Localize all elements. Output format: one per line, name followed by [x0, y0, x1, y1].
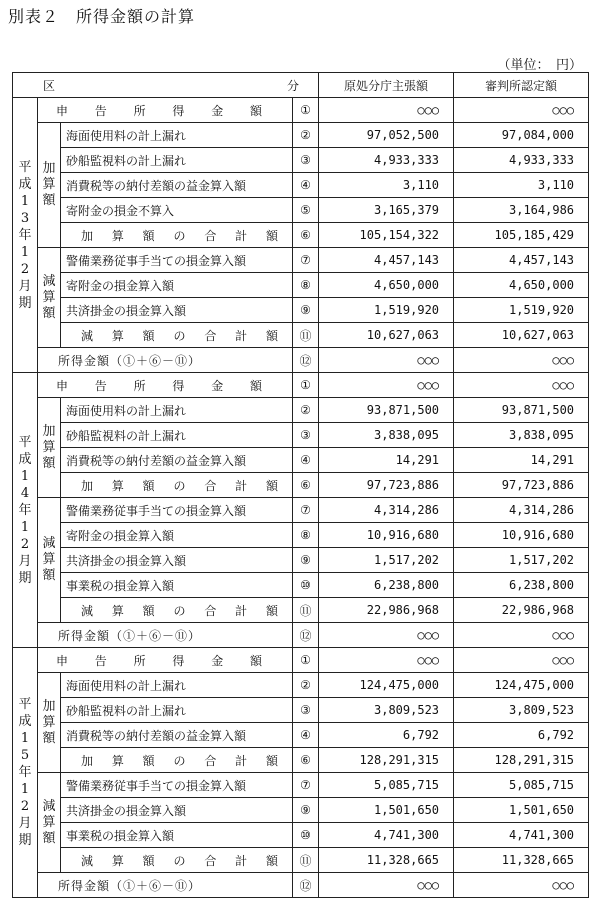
- decision-amount: ○○○: [454, 98, 589, 123]
- period-label: [13, 98, 38, 373]
- decision-amount: 124,475,000: [454, 673, 589, 698]
- period-label: [13, 648, 38, 898]
- period-label: [13, 373, 38, 648]
- decision-amount: 1,519,920: [454, 298, 589, 323]
- claim-amount: 11,328,665: [319, 848, 454, 873]
- claim-amount: 1,517,202: [319, 548, 454, 573]
- unit-label: （単位： 円）: [497, 58, 582, 73]
- decision-amount: 22,986,968: [454, 598, 589, 623]
- sub-group-label: 減 算 額: [38, 498, 61, 623]
- row-number: ③: [293, 698, 319, 723]
- decision-amount: 5,085,715: [454, 773, 589, 798]
- claim-amount: 22,986,968: [319, 598, 454, 623]
- item-label: 海面使用料の計上漏れ: [61, 398, 293, 423]
- add-total-label: 加算額の合計額: [61, 223, 293, 248]
- row-number: ①: [293, 648, 319, 673]
- decision-amount: 14,291: [454, 448, 589, 473]
- item-label: 共済掛金の損金算入額: [61, 548, 293, 573]
- claim-amount: 105,154,322: [319, 223, 454, 248]
- row-number: ②: [293, 673, 319, 698]
- item-label: 警備業務従事手当ての損金算入額: [61, 248, 293, 273]
- income-formula-label: 所得金額（①＋⑥－⑪）: [38, 348, 293, 373]
- period-label-text: 平 成 1 3 年 1 2 月 期: [18, 159, 32, 311]
- row-number: ⑦: [293, 248, 319, 273]
- table-row: [13, 773, 589, 798]
- row-number: ③: [293, 423, 319, 448]
- row-number: ⑫: [293, 348, 319, 373]
- claim-amount: ○○○: [319, 648, 454, 673]
- item-label: 砂船監視料の計上漏れ: [61, 423, 293, 448]
- row-number: ⑥: [293, 748, 319, 773]
- header-kubun-left: 区: [43, 78, 56, 93]
- item-label: 海面使用料の計上漏れ: [61, 673, 293, 698]
- item-label: 事業税の損金算入額: [61, 823, 293, 848]
- item-label: 消費税等の納付差額の益金算入額: [61, 448, 293, 473]
- decision-amount: 10,627,063: [454, 323, 589, 348]
- table-row: [13, 623, 589, 648]
- claim-amount: 4,650,000: [319, 273, 454, 298]
- row-number: ⑪: [293, 323, 319, 348]
- row-number: ④: [293, 173, 319, 198]
- decision-amount: 97,723,886: [454, 473, 589, 498]
- decision-amount: 4,933,333: [454, 148, 589, 173]
- decision-amount: 1,501,650: [454, 798, 589, 823]
- row-number: ⑨: [293, 298, 319, 323]
- claim-amount: 97,723,886: [319, 473, 454, 498]
- row-number: ⑥: [293, 473, 319, 498]
- item-label: 寄附金の損金不算入: [61, 198, 293, 223]
- header-decision: 審判所認定額: [454, 73, 589, 98]
- claim-amount: 10,627,063: [319, 323, 454, 348]
- item-label: 砂船監視料の計上漏れ: [61, 148, 293, 173]
- row-number: ⑩: [293, 573, 319, 598]
- claim-amount: 14,291: [319, 448, 454, 473]
- page-title: 別表２ 所得金額の計算: [8, 7, 196, 26]
- period-label-text: 平 成 1 5 年 1 2 月 期: [18, 697, 32, 848]
- claim-amount: 3,110: [319, 173, 454, 198]
- header-kubun: [13, 73, 319, 98]
- claim-amount: 97,052,500: [319, 123, 454, 148]
- decision-amount: 6,238,800: [454, 573, 589, 598]
- decision-amount: 4,650,000: [454, 273, 589, 298]
- sub-total-label: 減算額の合計額: [61, 848, 293, 873]
- decision-amount: ○○○: [454, 648, 589, 673]
- item-label: 警備業務従事手当ての損金算入額: [61, 498, 293, 523]
- table-row: [13, 548, 589, 573]
- declared-income-label: 申告所得金額: [38, 648, 293, 673]
- decision-amount: 4,741,300: [454, 823, 589, 848]
- claim-amount: ○○○: [319, 348, 454, 373]
- row-number: ①: [293, 98, 319, 123]
- header-claim: 原処分庁主張額: [319, 73, 454, 98]
- table-row: [13, 848, 589, 873]
- income-formula-label: 所得金額（①＋⑥－⑪）: [38, 623, 293, 648]
- row-number: ⑥: [293, 223, 319, 248]
- add-group-label: 加 算 額: [38, 673, 61, 773]
- table-row: [13, 748, 589, 773]
- sub-group-label: 減 算 額: [38, 248, 61, 348]
- row-number: ⑧: [293, 523, 319, 548]
- item-label: 共済掛金の損金算入額: [61, 298, 293, 323]
- table-row: [13, 123, 589, 148]
- table-row: [13, 448, 589, 473]
- decision-amount: 6,792: [454, 723, 589, 748]
- table-row: [13, 523, 589, 548]
- decision-amount: 11,328,665: [454, 848, 589, 873]
- table-row: [13, 823, 589, 848]
- claim-amount: 4,457,143: [319, 248, 454, 273]
- table-body: [13, 98, 589, 898]
- claim-amount: ○○○: [319, 623, 454, 648]
- decision-amount: 105,185,429: [454, 223, 589, 248]
- table-row: [13, 323, 589, 348]
- claim-amount: 93,871,500: [319, 398, 454, 423]
- claim-amount: 4,933,333: [319, 148, 454, 173]
- period-label-text: 平 成 1 4 年 1 2 月 期: [18, 434, 32, 586]
- decision-amount: 3,838,095: [454, 423, 589, 448]
- claim-amount: ○○○: [319, 873, 454, 898]
- row-number: ⑪: [293, 598, 319, 623]
- row-number: ③: [293, 148, 319, 173]
- table-row: [13, 573, 589, 598]
- row-number: ②: [293, 398, 319, 423]
- claim-amount: 1,501,650: [319, 798, 454, 823]
- row-number: ①: [293, 373, 319, 398]
- decision-amount: ○○○: [454, 623, 589, 648]
- item-label: 共済掛金の損金算入額: [61, 798, 293, 823]
- decision-amount: 4,314,286: [454, 498, 589, 523]
- sub-total-label: 減算額の合計額: [61, 598, 293, 623]
- row-number: ⑫: [293, 623, 319, 648]
- decision-amount: 3,110: [454, 173, 589, 198]
- table-row: [13, 798, 589, 823]
- table-row: [13, 173, 589, 198]
- row-number: ④: [293, 723, 319, 748]
- claim-amount: ○○○: [319, 373, 454, 398]
- table-row: [13, 398, 589, 423]
- decision-amount: 4,457,143: [454, 248, 589, 273]
- claim-amount: 4,741,300: [319, 823, 454, 848]
- table-row: [13, 148, 589, 173]
- declared-income-label: 申告所得金額: [38, 98, 293, 123]
- claim-amount: 3,809,523: [319, 698, 454, 723]
- claim-amount: 128,291,315: [319, 748, 454, 773]
- item-label: 寄附金の損金算入額: [61, 273, 293, 298]
- item-label: 消費税等の納付差額の益金算入額: [61, 173, 293, 198]
- table-row: [13, 198, 589, 223]
- item-label: 警備業務従事手当ての損金算入額: [61, 773, 293, 798]
- row-number: ⑨: [293, 798, 319, 823]
- table-row: [13, 723, 589, 748]
- table-row: [13, 223, 589, 248]
- add-group-label: 加 算 額: [38, 123, 61, 248]
- table-row: [13, 298, 589, 323]
- item-label: 砂船監視料の計上漏れ: [61, 698, 293, 723]
- declared-income-label: 申告所得金額: [38, 373, 293, 398]
- decision-amount: 3,809,523: [454, 698, 589, 723]
- add-total-label: 加算額の合計額: [61, 748, 293, 773]
- row-number: ②: [293, 123, 319, 148]
- income-calculation-table: [12, 72, 589, 898]
- decision-amount: 10,916,680: [454, 523, 589, 548]
- row-number: ⑤: [293, 198, 319, 223]
- table-row: [13, 498, 589, 523]
- claim-amount: 3,838,095: [319, 423, 454, 448]
- sub-group-label: 減 算 額: [38, 773, 61, 873]
- header-kubun-right: 分: [287, 78, 300, 93]
- decision-amount: ○○○: [454, 373, 589, 398]
- table-row: [13, 423, 589, 448]
- claim-amount: 1,519,920: [319, 298, 454, 323]
- add-total-label: 加算額の合計額: [61, 473, 293, 498]
- item-label: 寄附金の損金算入額: [61, 523, 293, 548]
- claim-amount: 4,314,286: [319, 498, 454, 523]
- table-row: [13, 373, 589, 398]
- table-row: [13, 473, 589, 498]
- claim-amount: 10,916,680: [319, 523, 454, 548]
- claim-amount: 124,475,000: [319, 673, 454, 698]
- sub-total-label: 減算額の合計額: [61, 323, 293, 348]
- row-number: ⑨: [293, 548, 319, 573]
- claim-amount: 6,238,800: [319, 573, 454, 598]
- claim-amount: 5,085,715: [319, 773, 454, 798]
- table-row: [13, 273, 589, 298]
- decision-amount: ○○○: [454, 348, 589, 373]
- claim-amount: 6,792: [319, 723, 454, 748]
- decision-amount: 3,164,986: [454, 198, 589, 223]
- table-row: [13, 348, 589, 373]
- decision-amount: 128,291,315: [454, 748, 589, 773]
- table-header-row: [13, 73, 589, 98]
- table-row: [13, 248, 589, 273]
- row-number: ⑧: [293, 273, 319, 298]
- row-number: ⑩: [293, 823, 319, 848]
- table-row: [13, 98, 589, 123]
- table-row: [13, 648, 589, 673]
- table-row: [13, 873, 589, 898]
- row-number: ④: [293, 448, 319, 473]
- decision-amount: 97,084,000: [454, 123, 589, 148]
- add-group-label: 加 算 額: [38, 398, 61, 498]
- item-label: 海面使用料の計上漏れ: [61, 123, 293, 148]
- income-formula-label: 所得金額（①＋⑥－⑪）: [38, 873, 293, 898]
- table-row: [13, 698, 589, 723]
- decision-amount: 93,871,500: [454, 398, 589, 423]
- decision-amount: ○○○: [454, 873, 589, 898]
- claim-amount: 3,165,379: [319, 198, 454, 223]
- table-row: [13, 673, 589, 698]
- row-number: ⑦: [293, 773, 319, 798]
- table-row: [13, 598, 589, 623]
- row-number: ⑦: [293, 498, 319, 523]
- row-number: ⑫: [293, 873, 319, 898]
- item-label: 事業税の損金算入額: [61, 573, 293, 598]
- claim-amount: ○○○: [319, 98, 454, 123]
- decision-amount: 1,517,202: [454, 548, 589, 573]
- item-label: 消費税等の納付差額の益金算入額: [61, 723, 293, 748]
- row-number: ⑪: [293, 848, 319, 873]
